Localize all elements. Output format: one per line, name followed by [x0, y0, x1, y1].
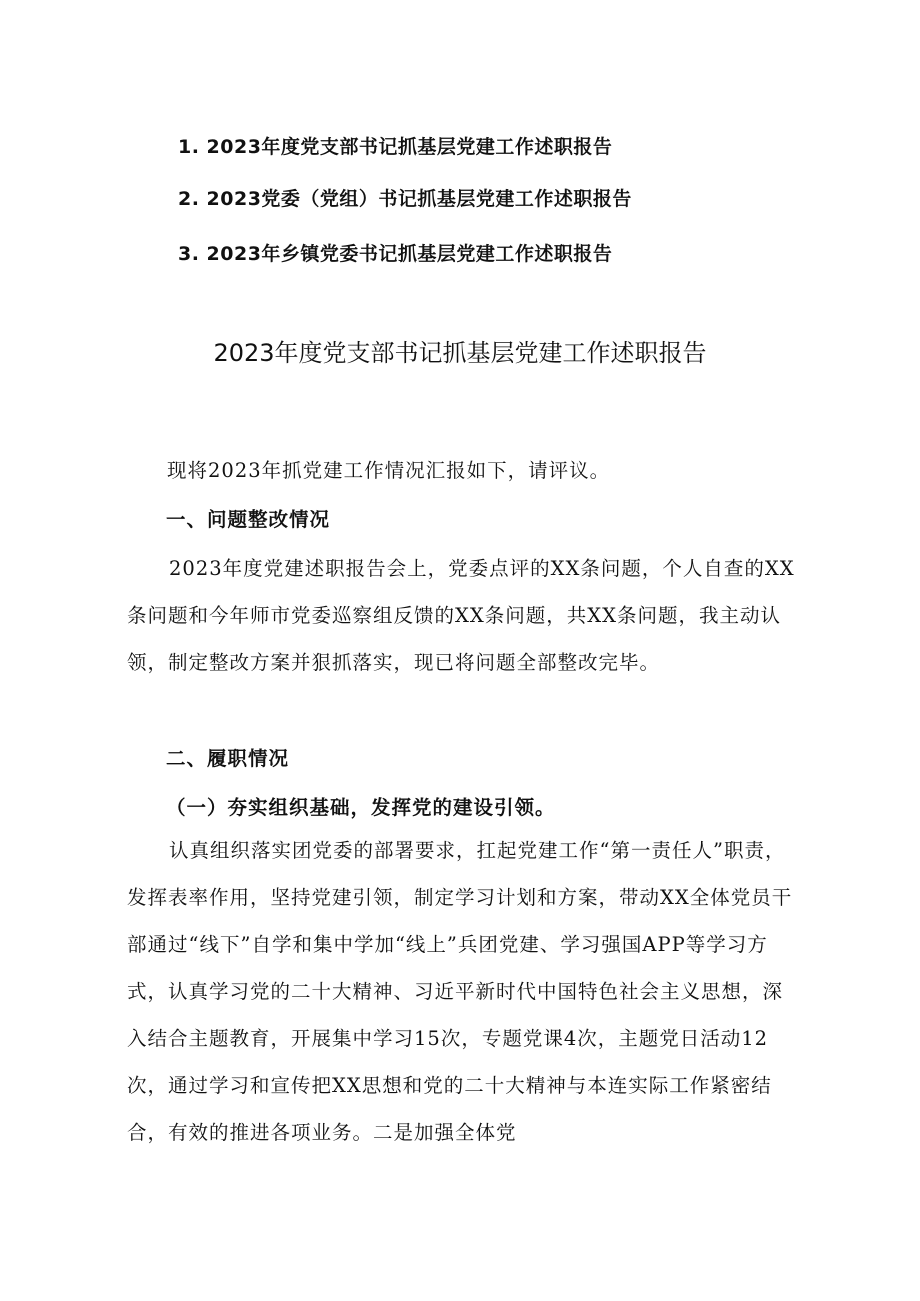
- table-of-contents: [178, 130, 632, 267]
- subsection-heading-organization: （一）夯实组织基础，发挥党的建设引领。: [166, 796, 556, 819]
- section2-paragraph: 认真组织落实团党委的部署要求，扛起党建工作“第一责任人”职责，发挥表率作用，坚持党建引领，制定学习计划和方案，带动XX全体党员干部通过“线下”自学和集中学加“线上”兵团党建、学习强国APP等学习方式，认真学习党的二十大精神、习近平新时代中国特色社会主义思想，深入结合主题教育，开展集中学习15次，专题党课4次，主题党日活动12次，通过学习和宣传把XX思想和党的二十大精神与本连实际工作紧密结合，有效的推进各项业务。二是加强全体党: [127, 839, 793, 1144]
- intro-paragraph: 现将2023年抓党建工作情况汇报如下，请评议。: [167, 459, 611, 482]
- toc-item[interactable]: 3. 2023年乡镇党委书记抓基层党建工作述职报告: [178, 243, 613, 265]
- section-heading-problem-rectification: 一、问题整改情况: [166, 508, 331, 531]
- toc-item[interactable]: 1. 2023年度党支部书记抓基层党建工作述职报告: [178, 136, 613, 158]
- section-heading-duty-performance: 二、履职情况: [166, 747, 290, 770]
- toc-item[interactable]: 2. 2023党委（党组）书记抓基层党建工作述职报告: [178, 188, 632, 210]
- document-title: 2023年度党支部书记抓基层党建工作述职报告: [213, 339, 707, 367]
- section1-paragraph: 2023年度党建述职报告会上，党委点评的XX条问题，个人自查的XX条问题和今年师市党委巡察组反馈的XX条问题，共XX条问题，我主动认领，制定整改方案并狠抓落实，现已将问题全部整改完毕。: [127, 557, 795, 674]
